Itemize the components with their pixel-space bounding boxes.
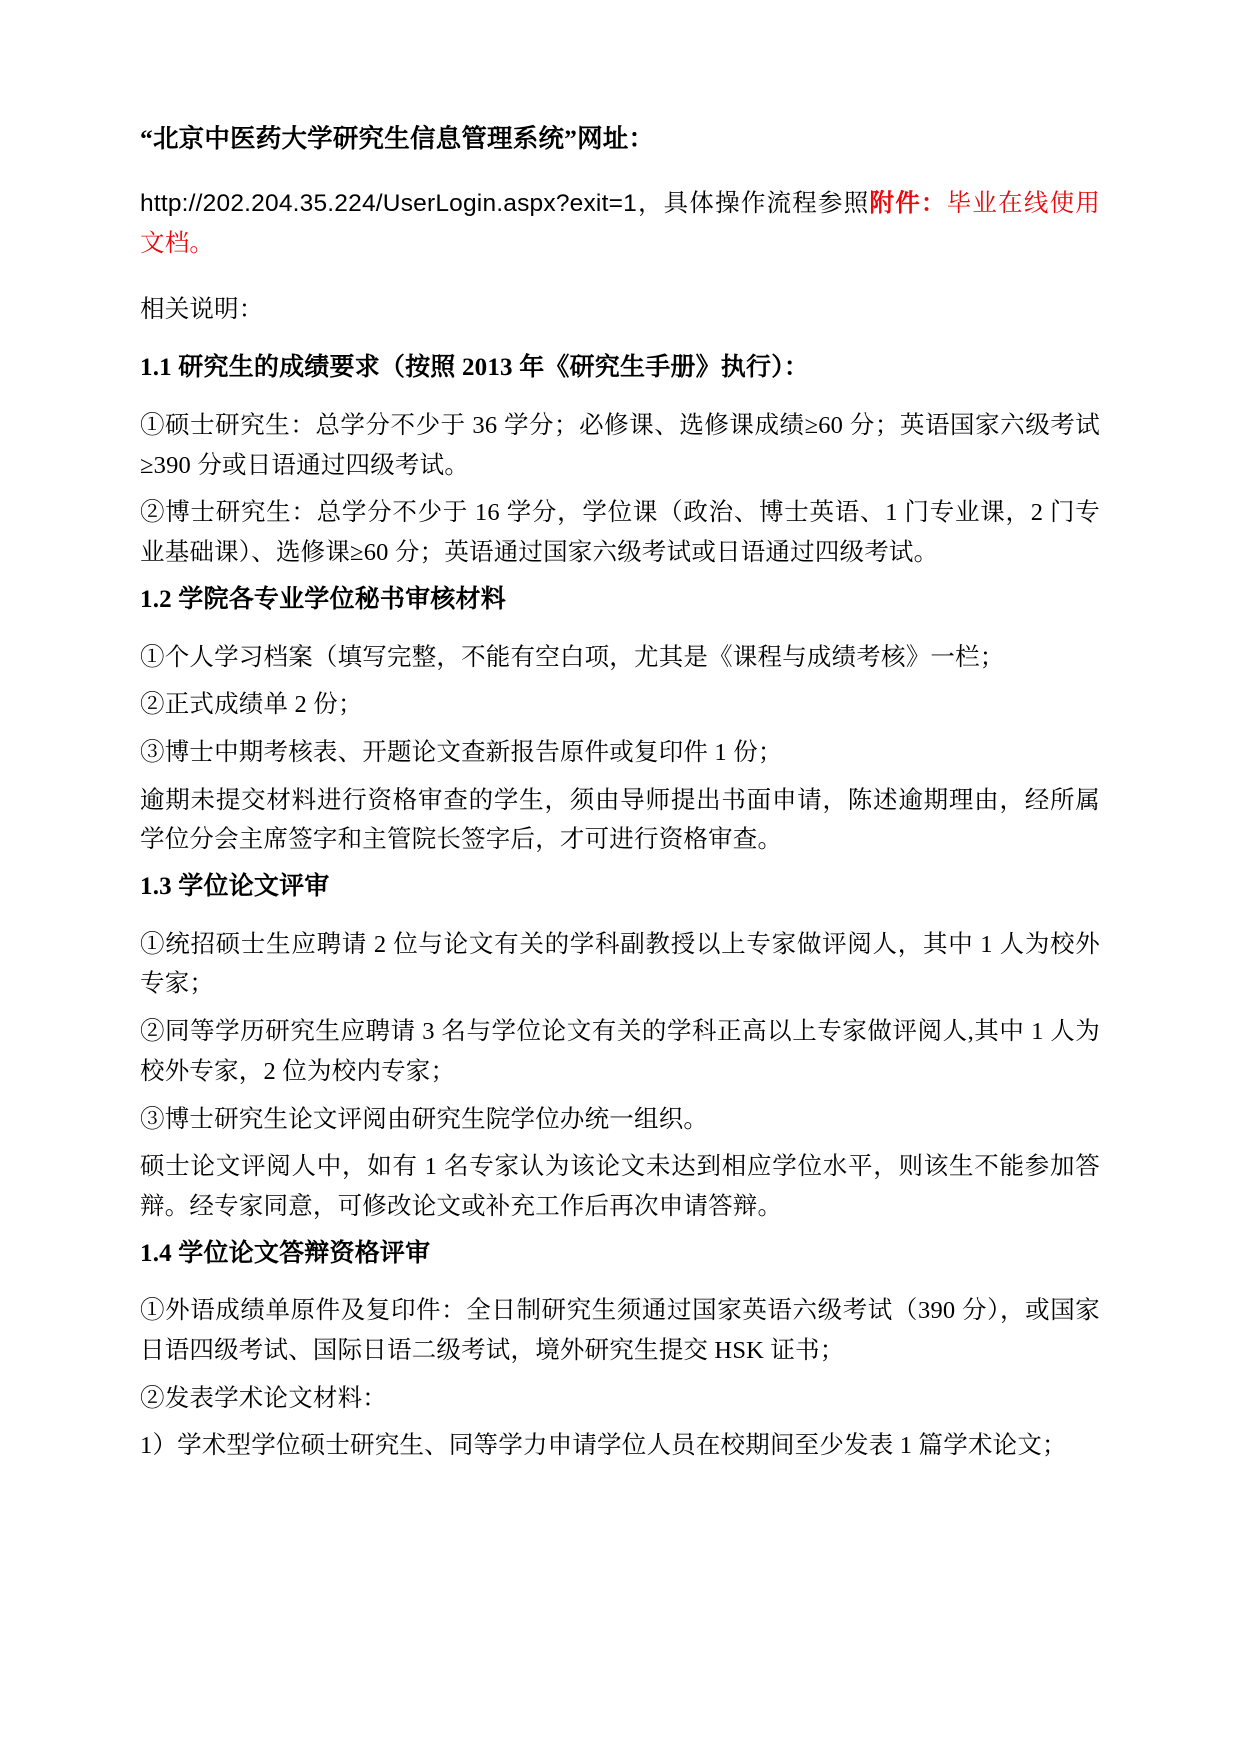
- document-title: “北京中医药大学研究生信息管理系统”网址：: [140, 124, 655, 153]
- paragraph: ②正式成绩单 2 份；: [140, 691, 363, 719]
- paragraph: 硕士论文评阅人中，如有 1 名专家认为该论文未达到相应学位水平，则该生不能参加答辩。经专家同意，可修改论文或补充工作后再次申请答辩。: [140, 1153, 1100, 1220]
- section-heading-1-3: 1.3 学位论文评审: [140, 873, 330, 900]
- paragraph: ①统招硕士生应聘请 2 位与论文有关的学科副教授以上专家做评阅人，其中 1 人为校外专家；: [140, 930, 1100, 998]
- paragraph: 逾期未提交材料进行资格审查的学生，须由导师提出书面申请，陈述逾期理由，经所属学位分会主席签字和主管院长签字后，才可进行资格审查。: [140, 786, 1100, 854]
- paragraph: ③博士中期考核表、开题论文查新报告原件或复印件 1 份；: [140, 738, 783, 766]
- attachment-name: 毕业在线使用文档。: [140, 190, 1100, 257]
- section-body-1-2: [140, 638, 1100, 860]
- attachment-label: 附件：: [869, 190, 947, 218]
- section-heading-1-4: 1.4 学位论文答辩资格评审: [140, 1239, 431, 1267]
- document-body: [140, 120, 1100, 1466]
- paragraph: ①个人学习档案（填写完整，不能有空白项，尤其是《课程与成绩考核》一栏；: [140, 643, 1005, 671]
- section-heading-1-2: 1.2 学院各专业学位秘书审核材料: [140, 585, 506, 613]
- paragraph: ②同等学历研究生应聘请 3 名与学位论文有关的学科正高以上专家做评阅人,其中 1 人为校外专家，2 位为校内专家；: [140, 1018, 1100, 1085]
- paragraph: ②博士研究生：总学分不少于 16 学分，学位课（政治、博士英语、1 门专业课，2 门专业基础课）、选修课≥60 分；英语通过国家六级考试或日语通过四级考试。: [140, 499, 1100, 567]
- paragraph: ①外语成绩单原件及复印件：全日制研究生须通过国家英语六级考试（390 分），或国家日语四级考试、国际日语二级考试，境外研究生提交 HSK 证书；: [140, 1297, 1100, 1364]
- section-body-1-1: [140, 406, 1100, 573]
- paragraph: ②发表学术论文材料：: [140, 1384, 387, 1412]
- section-body-1-3: [140, 925, 1100, 1227]
- paragraph: ③博士研究生论文评阅由研究生院学位办统一组织。: [140, 1105, 709, 1133]
- system-url-paragraph: [140, 184, 1100, 263]
- section-heading-1-1: 1.1 研究生的成绩要求（按照 2013 年《研究生手册》执行）：: [140, 354, 810, 382]
- paragraph: ①硕士研究生：总学分不少于 36 学分；必修课、选修课成绩≥60 分；英语国家六级考试≥390 分或日语通过四级考试。: [140, 412, 1100, 479]
- url-paragraph-middle: ，具体操作流程参照: [636, 190, 870, 218]
- notes-label: 相关说明：: [140, 295, 264, 323]
- section-body-1-4: [140, 1291, 1100, 1466]
- system-url[interactable]: http://202.204.35.224/UserLogin.aspx?exit=1: [140, 190, 637, 218]
- paragraph: 1）学术型学位硕士研究生、同等学力申请学位人员在校期间至少发表 1 篇学术论文；: [140, 1432, 1067, 1460]
